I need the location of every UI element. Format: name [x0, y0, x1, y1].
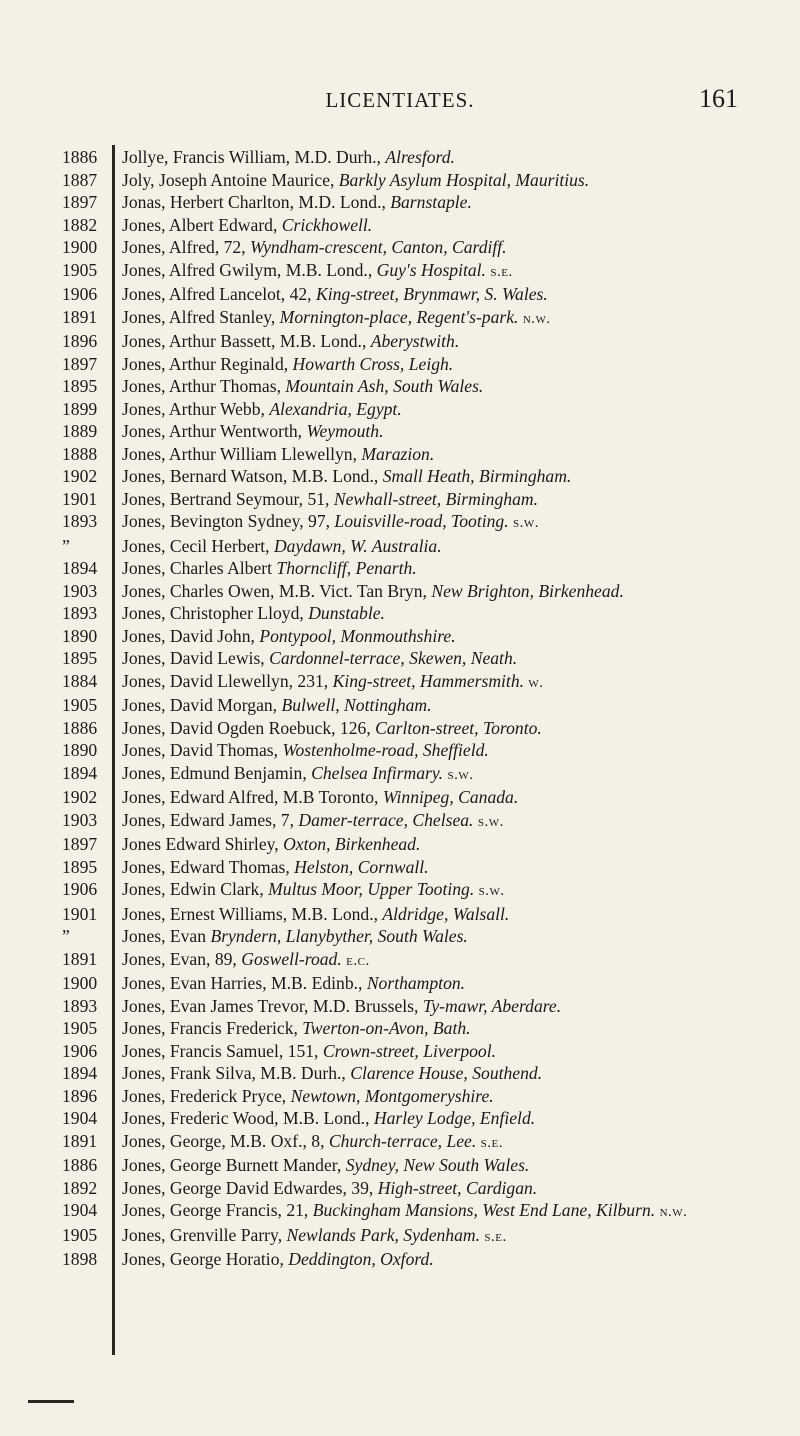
- list-item: [0, 353, 800, 376]
- entry-place: Winnipeg, Canada.: [382, 787, 519, 807]
- entry-text: [122, 972, 770, 995]
- entry-year: 1899: [62, 398, 98, 419]
- entry-district: s.w.: [478, 883, 505, 899]
- entry-text: [122, 420, 770, 443]
- entry-place: Sydney, New South Wales.: [345, 1155, 530, 1175]
- entry-year: 1905: [62, 695, 98, 715]
- list-item: [0, 1107, 800, 1130]
- entry-text: [122, 1177, 770, 1200]
- entry-place: Multus Moor, Upper Tooting.: [268, 879, 475, 899]
- entry-year: 1887: [62, 169, 98, 190]
- entry-place: Aberystwith.: [370, 331, 460, 351]
- entry-district: s.w.: [513, 515, 539, 531]
- entry-text: [122, 557, 770, 580]
- entry-name: Jones, George, M.B. Oxf., 8,: [122, 1130, 329, 1151]
- entry-text: [122, 602, 770, 625]
- entry-text: [122, 1040, 770, 1063]
- entry-text: [122, 443, 770, 466]
- entry-name: Jones, David Ogden Roebuck, 126,: [122, 717, 376, 738]
- entry-place: Howarth Cross, Leigh.: [292, 353, 454, 374]
- entry-text: [122, 670, 770, 695]
- entry-name: Jones, Charles Owen, M.B. Vict. Tan Bryn,: [122, 580, 432, 601]
- list-item: [0, 1062, 800, 1085]
- entry-place: Ty-mawr, Aberdare.: [422, 995, 562, 1016]
- entry-name: Jones, David Thomas,: [122, 740, 283, 760]
- entry-year: 1897: [62, 834, 98, 854]
- entry-year: ”: [62, 535, 70, 556]
- entry-text: [122, 1130, 770, 1155]
- entry-place: Oxton, Birkenhead.: [283, 834, 421, 854]
- list-item: [0, 375, 800, 398]
- entry-name: Jones, Edward Alfred, M.B Toronto,: [122, 787, 383, 807]
- running-head: [0, 84, 800, 118]
- entry-name: Jones, George Horatio,: [122, 1249, 289, 1269]
- entry-name: Jones, Edwin Clark,: [122, 879, 269, 899]
- entry-text: [122, 833, 770, 856]
- entry-text: [122, 465, 770, 488]
- page-edge-mark: [28, 1400, 74, 1403]
- entry-place: Newtown, Montgomeryshire.: [290, 1085, 494, 1106]
- entry-year: 1897: [62, 353, 98, 374]
- entry-place: Dunstable.: [308, 603, 385, 623]
- entry-text: [122, 306, 770, 331]
- entry-text: [122, 856, 770, 879]
- entry-name: Jones, David Llewellyn, 231,: [122, 670, 333, 691]
- entry-year: 1898: [62, 1249, 98, 1269]
- list-item: [0, 670, 800, 695]
- list-item: [0, 169, 800, 192]
- list-item: [0, 236, 800, 259]
- entry-year: 1894: [62, 762, 98, 783]
- entry-text: [122, 1062, 770, 1085]
- entry-place: Deddington, Oxford.: [288, 1249, 434, 1269]
- entry-text: [122, 762, 770, 787]
- list-item: [0, 625, 800, 648]
- entry-name: Jones, Arthur Webb,: [122, 398, 270, 419]
- list-item: [0, 191, 800, 214]
- entry-year: 1891: [62, 306, 98, 327]
- entry-text: [122, 878, 770, 903]
- entry-place: Clarence House, Southend.: [350, 1063, 543, 1083]
- list-item: [0, 762, 800, 787]
- entry-place: High-street, Cardigan.: [377, 1177, 538, 1198]
- list-item: [0, 488, 800, 511]
- entry-year: 1906: [62, 284, 98, 304]
- entry-year: 1886: [62, 147, 98, 167]
- entry-place: Louisville-road, Tooting.: [334, 511, 509, 531]
- entry-name: Jones, Frederick Pryce,: [122, 1085, 291, 1106]
- entry-text: [122, 625, 770, 648]
- entry-name: Jones, Alfred Gwilym, M.B. Lond.,: [122, 259, 377, 280]
- list-item: [0, 694, 800, 717]
- entry-place: Weymouth.: [306, 421, 384, 441]
- entry-text: [122, 488, 770, 511]
- page-number: 161: [699, 84, 738, 113]
- entry-text: [122, 1107, 770, 1130]
- entry-text: [122, 1017, 770, 1040]
- list-item: [0, 420, 800, 443]
- entry-year: 1882: [62, 214, 98, 235]
- entry-text: [122, 925, 770, 948]
- entry-year: 1896: [62, 331, 98, 351]
- list-item: [0, 717, 800, 740]
- entry-place: Guy's Hospital.: [376, 259, 486, 280]
- list-item: [0, 465, 800, 488]
- entry-text: [122, 398, 770, 421]
- entry-place: Barkly Asylum Hospital, Mauritius.: [338, 169, 590, 190]
- list-item: [0, 306, 800, 331]
- entry-text: [122, 647, 770, 670]
- entry-name: Jones, Alfred Stanley,: [122, 306, 280, 327]
- entry-year: 1906: [62, 879, 98, 899]
- entry-text: [122, 948, 770, 973]
- entry-district: s.e.: [490, 263, 513, 280]
- entry-name: Jones, Francis Frederick,: [122, 1018, 303, 1038]
- entry-name: Jonas, Herbert Charlton, M.D. Lond.,: [122, 192, 391, 212]
- entry-year: 1896: [62, 1085, 98, 1106]
- entry-year: 1893: [62, 511, 98, 531]
- list-item: [0, 535, 800, 558]
- entry-text: [122, 1154, 770, 1177]
- entry-year: 1902: [62, 466, 98, 486]
- entry-name: Jones, Evan Harries, M.B. Edinb.,: [122, 973, 367, 993]
- list-item: [0, 972, 800, 995]
- entry-name: Jones, Evan: [122, 926, 211, 946]
- entry-text: [122, 236, 770, 259]
- entry-place: Marazion.: [361, 443, 435, 464]
- entry-district: s.w.: [477, 813, 504, 830]
- entry-year: 1894: [62, 558, 98, 578]
- entry-district: e.c.: [346, 952, 370, 969]
- entry-place: Pontypool, Monmouthshire.: [259, 625, 456, 646]
- entry-name: Jones, Albert Edward,: [122, 214, 282, 235]
- entry-district: n.w.: [659, 1204, 688, 1220]
- entry-place: Aldridge, Walsall.: [382, 903, 510, 924]
- entry-name: Jollye, Francis William, M.D. Durh.,: [122, 147, 386, 167]
- entry-year: 1893: [62, 995, 98, 1016]
- entry-place: Chelsea Infirmary.: [311, 762, 444, 783]
- entry-text: [122, 580, 770, 603]
- list-item: [0, 739, 800, 762]
- entry-text: [122, 535, 770, 558]
- entry-year: 1884: [62, 670, 98, 691]
- entry-text: [122, 259, 770, 284]
- entry-year: 1900: [62, 237, 98, 257]
- entry-place: Bulwell, Nottingham.: [281, 695, 432, 715]
- list-item: [0, 1040, 800, 1063]
- list-item: [0, 1085, 800, 1108]
- entry-year: 1886: [62, 717, 98, 738]
- entry-name: Jones, Alfred, 72,: [122, 237, 251, 257]
- entry-year: 1895: [62, 648, 98, 668]
- list-item: [0, 1224, 800, 1249]
- entry-name: Jones, Edward Thomas,: [122, 856, 295, 877]
- entry-name: Jones Edward Shirley,: [122, 834, 284, 854]
- entry-place: Goswell-road.: [241, 948, 342, 969]
- entry-year: 1901: [62, 903, 98, 924]
- entry-place: Damer-terrace, Chelsea.: [298, 809, 474, 830]
- entry-text: [122, 353, 770, 376]
- entry-text: [122, 903, 770, 926]
- entry-name: Jones, George Burnett Mander,: [122, 1155, 346, 1175]
- entry-name: Jones, David John,: [122, 625, 260, 646]
- entry-name: Joly, Joseph Antoine Maurice,: [122, 169, 339, 190]
- entry-text: [122, 1248, 770, 1271]
- entry-place: Alresford.: [385, 147, 455, 167]
- entry-text: [122, 786, 770, 809]
- list-item: [0, 809, 800, 834]
- list-item: [0, 833, 800, 856]
- entry-year: 1891: [62, 948, 98, 969]
- entry-place: Newhall-street, Birmingham.: [333, 488, 538, 509]
- list-item: [0, 580, 800, 603]
- list-item: [0, 283, 800, 306]
- entry-name: Jones, George Francis, 21,: [122, 1200, 313, 1220]
- entry-place: Northampton.: [366, 973, 466, 993]
- entry-district: w.: [528, 674, 544, 691]
- list-item: [0, 602, 800, 625]
- entry-place: Small Heath, Birmingham.: [382, 466, 572, 486]
- list-item: [0, 925, 800, 948]
- entry-place: King-street, Hammersmith.: [332, 670, 525, 691]
- entry-name: Jones, Evan, 89,: [122, 948, 242, 969]
- entry-year: 1897: [62, 192, 98, 212]
- entry-place: Helston, Cornwall.: [294, 856, 429, 877]
- entry-text: [122, 169, 770, 192]
- entry-name: Jones, Francis Samuel, 151,: [122, 1040, 323, 1061]
- entry-place: Wostenholme-road, Sheffield.: [282, 740, 489, 760]
- entry-place: Mountain Ash, South Wales.: [285, 376, 484, 396]
- entry-year: ”: [62, 926, 70, 946]
- entry-year: 1894: [62, 1063, 98, 1083]
- list-item: [0, 1130, 800, 1155]
- list-item: [0, 647, 800, 670]
- entry-text: [122, 809, 770, 834]
- entry-name: Jones, Arthur Thomas,: [122, 376, 286, 396]
- entry-year: 1893: [62, 603, 98, 623]
- entry-name: Jones, Frank Silva, M.B. Durh.,: [122, 1063, 351, 1083]
- list-item: [0, 1177, 800, 1200]
- entry-text: [122, 510, 770, 535]
- entry-name: Jones, Arthur William Llewellyn,: [122, 443, 362, 464]
- entry-list: [0, 146, 800, 1271]
- entry-name: Jones, Charles Albert: [122, 558, 277, 578]
- list-item: [0, 1017, 800, 1040]
- entry-place: Daydawn, W. Australia.: [273, 535, 442, 556]
- entry-place: Mornington-place, Regent's-park.: [279, 306, 519, 327]
- list-item: [0, 878, 800, 903]
- entry-place: Wyndham-crescent, Canton, Cardiff.: [250, 237, 507, 257]
- entry-text: [122, 739, 770, 762]
- list-item: [0, 1248, 800, 1271]
- entry-year: 1906: [62, 1040, 98, 1061]
- entry-text: [122, 375, 770, 398]
- entry-year: 1902: [62, 787, 98, 807]
- entry-name: Jones, Edward James, 7,: [122, 809, 299, 830]
- entry-name: Jones, Alfred Lancelot, 42,: [122, 284, 316, 304]
- entry-name: Jones, Evan James Trevor, M.D. Brussels,: [122, 995, 423, 1016]
- entry-place: King-street, Brynmawr, S. Wales.: [315, 284, 548, 304]
- entry-name: Jones, Arthur Bassett, M.B. Lond.,: [122, 331, 371, 351]
- entry-year: 1905: [62, 1224, 98, 1245]
- entry-name: Jones, Christopher Lloyd,: [122, 603, 309, 623]
- entry-name: Jones, Bernard Watson, M.B. Lond.,: [122, 466, 383, 486]
- entry-text: [122, 146, 770, 169]
- entry-district: s.w.: [447, 766, 474, 783]
- entry-name: Jones, George David Edwardes, 39,: [122, 1177, 378, 1198]
- entry-place: New Brighton, Birkenhead.: [431, 580, 624, 601]
- list-item: [0, 995, 800, 1018]
- entry-year: 1890: [62, 625, 98, 646]
- list-item: [0, 786, 800, 809]
- entry-text: [122, 283, 770, 306]
- list-item: [0, 1199, 800, 1224]
- entry-name: Jones, Grenville Parry,: [122, 1224, 287, 1245]
- entry-year: 1904: [62, 1200, 98, 1220]
- entry-text: [122, 1199, 770, 1224]
- entry-year: 1901: [62, 488, 98, 509]
- entry-year: 1888: [62, 443, 98, 464]
- list-item: [0, 330, 800, 353]
- list-item: [0, 903, 800, 926]
- entry-name: Jones, Bertrand Seymour, 51,: [122, 488, 334, 509]
- list-item: [0, 510, 800, 535]
- entry-text: [122, 1224, 770, 1249]
- entry-year: 1886: [62, 1155, 98, 1175]
- list-item: [0, 443, 800, 466]
- entry-year: 1889: [62, 421, 98, 441]
- entry-place: Buckingham Mansions, West End Lane, Kilburn.: [312, 1200, 656, 1220]
- entry-year: 1895: [62, 856, 98, 877]
- list-item: [0, 259, 800, 284]
- entry-place: Carlton-street, Toronto.: [375, 717, 542, 738]
- list-item: [0, 398, 800, 421]
- entry-year: 1891: [62, 1130, 98, 1151]
- entry-text: [122, 717, 770, 740]
- entry-year: 1905: [62, 259, 98, 280]
- entry-place: Twerton-on-Avon, Bath.: [302, 1018, 471, 1038]
- entry-text: [122, 214, 770, 237]
- list-item: [0, 856, 800, 879]
- entry-place: Thorncliff, Penarth.: [276, 558, 417, 578]
- entry-text: [122, 1085, 770, 1108]
- entry-place: Bryndern, Llanybyther, South Wales.: [210, 926, 468, 946]
- entry-year: 1895: [62, 376, 98, 396]
- entry-name: Jones, Ernest Williams, M.B. Lond.,: [122, 903, 383, 924]
- entry-place: Church-terrace, Lee.: [328, 1130, 477, 1151]
- entry-place: Harley Lodge, Enfield.: [373, 1108, 536, 1128]
- entry-text: [122, 694, 770, 717]
- entry-name: Jones, Cecil Herbert,: [122, 535, 274, 556]
- entry-district: s.e.: [480, 1134, 504, 1151]
- entry-place: Cardonnel-terrace, Skewen, Neath.: [269, 648, 518, 668]
- entry-place: Crown-street, Liverpool.: [322, 1040, 497, 1061]
- entry-name: Jones, Frederic Wood, M.B. Lond.,: [122, 1108, 374, 1128]
- entry-year: 1900: [62, 973, 98, 993]
- entry-text: [122, 995, 770, 1018]
- entry-text: [122, 191, 770, 214]
- entry-name: Jones, Bevington Sydney, 97,: [122, 511, 335, 531]
- entry-place: Crickhowell.: [281, 214, 373, 235]
- entry-name: Jones, David Lewis,: [122, 648, 270, 668]
- list-item: [0, 948, 800, 973]
- entry-district: s.e.: [484, 1228, 507, 1245]
- entry-text: [122, 330, 770, 353]
- entry-year: 1904: [62, 1108, 98, 1128]
- entry-name: Jones, Arthur Wentworth,: [122, 421, 307, 441]
- entry-year: 1890: [62, 740, 98, 760]
- entry-name: Jones, Arthur Reginald,: [122, 353, 293, 374]
- list-item: [0, 557, 800, 580]
- entry-year: 1905: [62, 1018, 98, 1038]
- entry-place: Barnstaple.: [390, 192, 472, 212]
- entry-year: 1903: [62, 809, 98, 830]
- entry-place: Newlands Park, Sydenham.: [286, 1224, 481, 1245]
- list-item: [0, 214, 800, 237]
- page-title: LICENTIATES.: [325, 88, 475, 112]
- list-item: [0, 146, 800, 169]
- list-item: [0, 1154, 800, 1177]
- entry-place: Alexandria, Egypt.: [269, 398, 402, 419]
- entry-name: Jones, Edmund Benjamin,: [122, 762, 312, 783]
- entry-district: n.w.: [522, 310, 551, 327]
- entry-year: 1892: [62, 1177, 98, 1198]
- entry-year: 1903: [62, 580, 98, 601]
- entry-name: Jones, David Morgan,: [122, 695, 282, 715]
